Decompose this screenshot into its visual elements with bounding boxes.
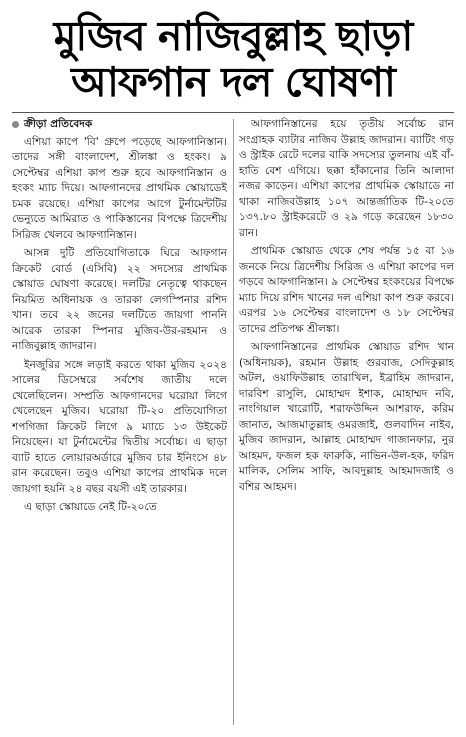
- paragraph: এশিয়া কাপে 'বি' গ্রুপে পড়েছে আফগানিস্তান। তাদের সঙ্গী বাংলাদেশ, শ্রীলঙ্কা ও হংকং। ৯ সেপ্টেম্বর এশিয়া কাপ শুরু হবে আফগানিস্তান ও হংকং ম্যাচ দিয়ে। আফগানদের প্রাথমিক স্কোয়াডেই চমক রয়েছে। এশিয়া কাপের আগে টুর্নামেন্টটির ভেন্যুতে আমিরাত ও পাকিস্তানের বিপক্ষে ত্রিদেশীয় সিরিজ খেলবে আফগানিস্তান।: [12, 135, 227, 241]
- paragraph: আসন্ন দুটি প্রতিযোগিতাকে ঘিরে আফগান ক্রিকেট বোর্ড (এসিবি) ২২ সদস্যের প্রাথমিক স্কোয়াড ঘোষণা করেছে। দলটির নেতৃত্বে থাকছেন নিয়মিত অধিনায়ক ও তারকা লেগস্পিনার রশিদ খান। তবে ২২ জনের দলটিতে জায়গা পাননি আরেক তারকা স্পিনার মুজিব-উর-রহমান ও নাজিবুল্লাহ জাদরান।: [12, 247, 227, 352]
- paragraph: প্রাথমিক স্কোয়াড থেকে শেষ পর্যন্ত ১৫ বা ১৬ জনকে নিয়ে ত্রিদেশীয় সিরিজ ও এশিয়া কাপের দল গড়বে আফগানিস্তান। ৯ সেপ্টেম্বর হংকংয়ের বিপক্ষে ম্যাচ দিয়ে রশিদ খানের দল এশিয়া কাপ শুরু করবে। এরপর ১৬ সেপ্টেম্বর বাংলাদেশ ও ১৮ সেপ্টেম্বর তাদের প্রতিপক্ষ শ্রীলঙ্কা।: [239, 245, 454, 335]
- right-column: [239, 117, 454, 727]
- news-article: [0, 14, 466, 737]
- headline-divider: [12, 112, 454, 113]
- byline: [12, 117, 227, 133]
- bullet-icon: [12, 121, 19, 128]
- article-body: [12, 117, 454, 727]
- paragraph: ইনজুরির সঙ্গে লড়াই করতে থাকা মুজিব ২০২৪ সালের ডিসেম্বরে সর্বশেষ জাতীয় দলে খেলেছিলেন। সম্প্রতি আফগানদের ঘরোয়া লিগে খেলেছেন মুজিব। ঘরোয়া টি-২০ প্রতিযোগিতা শপগিজা ক্রিকেট লিগে ৯ ম্যাচে ১৩ উইকেট নিয়েছেন। যা টুর্নামেন্টের দ্বিতীয় সর্বোচ্চ। এ ছাড়া ব্যাট হাতে লোয়ারঅর্ডারে মুজিব চার ইনিংসে ৪৮ রান করেছেন। তবুও এশিয়া কাপের প্রাথমিক দলে জায়গা হয়নি ২৪ বছর বয়সী এই তারকার।: [12, 358, 227, 495]
- column-divider: [233, 119, 234, 725]
- byline-text: ক্রীড়া প্রতিবেদক: [24, 118, 93, 130]
- paragraph: আফগানিস্তানের হয়ে তৃতীয় সর্বোচ্চ রান সংগ্রাহক ব্যাটার নাজিব উল্লাহ জাদরান। ব্যাটিং গড় ও স্ট্রাইক রেটে দলের বাকি সদস্যের তুলনায় এই বাঁ-হাতি বেশ এগিয়ে। ছক্কা হাঁকানোর তিনি আলাদা নজর কাড়েন। এশিয়া কাপের প্রাথমিক স্কোয়াডে না থাকা নাজিবউল্লাহ ১০৭ আন্তর্জাতিক টি-২০তে ১৩৭.৮০ স্ট্রাইকরেটে ও ২৯ গড়ে করেছেন ১৮৩০ রান।: [239, 118, 454, 239]
- headline-line-1: মুজিব নাজিবুল্লাহ ছাড়া: [53, 12, 413, 60]
- paragraph: আফগানিস্তানের প্রাথমিক স্কোয়াড রশিদ খান (অধিনায়ক), রহমান উল্লাহ গুরবাজ, সেদিকুল্লাহ অটল, ওয়াফিউল্লাহ তারাখিল, ইব্রাহিম জাদরান, দারবিশ রাসুলি, মোহাম্মদ ইশাক, মোহাম্মদ নবি, নাংগিয়াল খারোটি, শরাফউদ্দিন আশরাফ, করিম জানাত, আজমাতুল্লাহ ওমরজাই, গুলবাদিন নাইব, মুজিব জাদরান, আল্লাহ মোহাম্মদ গাজানফার, নুর আহমদ, ফজল হক ফারুকি, নাভিন-উল-হক, ফরিদ মালিক, সেলিম সাফি, আবদুল্লাহ আহমাদজাই ও বশির আহমদ।: [239, 341, 454, 493]
- headline-line-2: আফগান দল ঘোষণা: [71, 58, 395, 106]
- paragraph: এ ছাড়া স্কোয়াডে নেই টি-২০তে: [24, 501, 157, 513]
- left-column: [12, 117, 227, 727]
